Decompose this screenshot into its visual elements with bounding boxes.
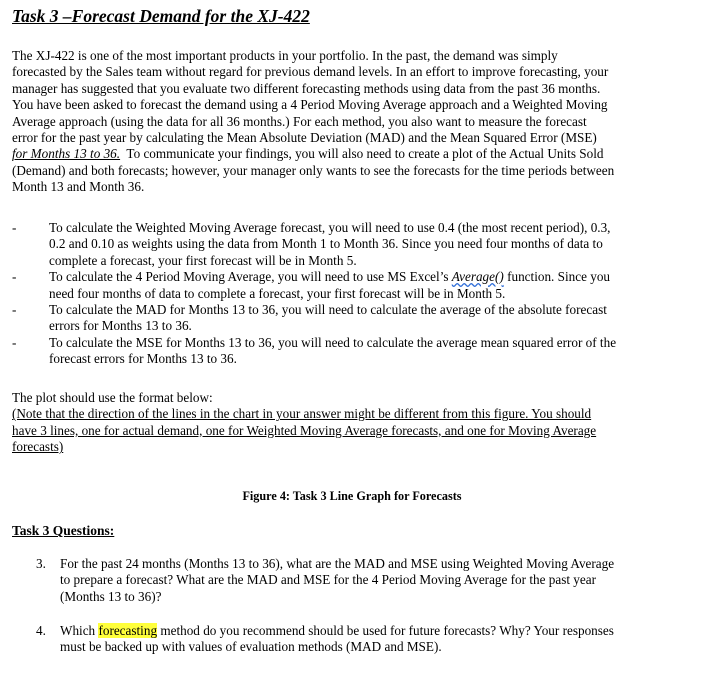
plot-intro: The plot should use the format below:	[12, 390, 213, 405]
months-emphasis: for Months 13 to 36.	[12, 146, 121, 162]
bullet-dash: -	[12, 220, 17, 235]
plot-instructions	[12, 390, 686, 456]
bullet-line: To calculate the MSE for Months 13 to 36, you will need to calculate the average mean squared error of the	[49, 334, 617, 350]
bullet-line: To calculate the Weighted Moving Average forecast, you will need to use 0.4 (the most recent period), 0.3,	[49, 220, 611, 235]
bullet-line: forecast errors for Months 13 to 36.	[49, 351, 237, 367]
bullet-mse	[12, 335, 692, 368]
question-text-part: Which	[60, 623, 99, 638]
question-3	[36, 556, 686, 606]
question-line: must be backed up with values of evaluation methods (MAD and MSE).	[60, 639, 442, 655]
bullet-line: To calculate the MAD for Months 13 to 36, you will need to calculate the average of the absolute forecast	[49, 302, 607, 318]
question-text	[60, 623, 614, 656]
intro-line: Month 13 and Month 36.	[12, 179, 145, 195]
highlighted-word: forecasting	[98, 623, 158, 638]
bullet-moving-average	[12, 269, 692, 302]
question-number: 4.	[36, 623, 46, 638]
question-text	[60, 556, 614, 605]
bullet-dash: -	[12, 302, 17, 318]
plot-note-line: forecasts)	[12, 439, 64, 455]
question-4	[36, 623, 686, 657]
bullet-line: errors for Months 13 to 36.	[49, 318, 192, 334]
bullet-line: need four months of data to complete a forecast, your first forecast will be in Month 5.	[49, 285, 506, 301]
bullet-line: complete a forecast, your first forecast will be in Month 5.	[49, 252, 357, 268]
intro-line: (Demand) and both forecasts; however, your manager only wants to see the forecasts for the time periods between	[12, 162, 615, 178]
figure-caption: Figure 4: Task 3 Line Graph for Forecasts	[242, 489, 462, 503]
plot-note-line: have 3 lines, one for actual demand, one for Weighted Moving Average forecasts, and one for Moving Average	[12, 422, 597, 438]
question-line	[60, 623, 614, 639]
question-text-part: method do you recommend should be used for future forecasts? Why? Your responses	[157, 623, 614, 638]
intro-line-rest: To communicate your findings, you will also need to create a plot of the Actual Units Sold	[120, 146, 604, 162]
intro-line: You have been asked to forecast the demand using a 4 Period Moving Average approach and a Weighted Moving	[12, 97, 608, 113]
plot-note-line: (Note that the direction of the lines in the chart in your answer might be different from this figure. You should	[12, 406, 592, 422]
bullet-dash: -	[12, 269, 17, 285]
instruction-bullets	[12, 220, 692, 368]
bullet-text: To calculate the 4 Period Moving Average, you will need to use MS Excel’s	[49, 269, 452, 285]
bullet-text: function. Since you	[503, 269, 611, 285]
excel-function-name: Average()	[451, 269, 504, 285]
intro-line	[12, 146, 686, 162]
bullet-mad	[12, 302, 692, 335]
bullet-dash: -	[12, 334, 17, 350]
task-title: Task 3 –Forecast Demand for the XJ-422	[12, 6, 310, 26]
bullet-line	[49, 269, 692, 285]
questions-heading: Task 3 Questions:	[12, 523, 115, 538]
intro-paragraph	[12, 48, 686, 196]
intro-line: The XJ-422 is one of the most important products in your portfolio. In the past, the demand was simply	[12, 48, 558, 63]
question-number: 3.	[36, 556, 46, 571]
question-line: For the past 24 months (Months 13 to 36), what are the MAD and MSE using Weighted Moving Average	[60, 556, 615, 571]
intro-line: Average approach (using the data for all 36 months.) For each method, you also want to measure the forecast	[12, 113, 587, 129]
bullet-line: 0.2 and 0.10 as weights using the data from Month 1 to Month 36. Since you need four months of data to	[49, 236, 603, 252]
question-line: to prepare a forecast? What are the MAD and MSE for the 4 Period Moving Average for the past year	[60, 572, 596, 588]
bullet-wma	[12, 220, 692, 269]
intro-line: forecasted by the Sales team without regard for previous demand levels. In an effort to improve forecasting, your	[12, 64, 609, 80]
intro-line: error for the past year by calculating the Mean Absolute Deviation (MAD) and the Mean Squared Error (MSE)	[12, 130, 597, 146]
intro-line: manager has suggested that you evaluate two different forecasting methods using data from the past 36 months.	[12, 80, 601, 96]
question-line: (Months 13 to 36)?	[60, 588, 162, 604]
